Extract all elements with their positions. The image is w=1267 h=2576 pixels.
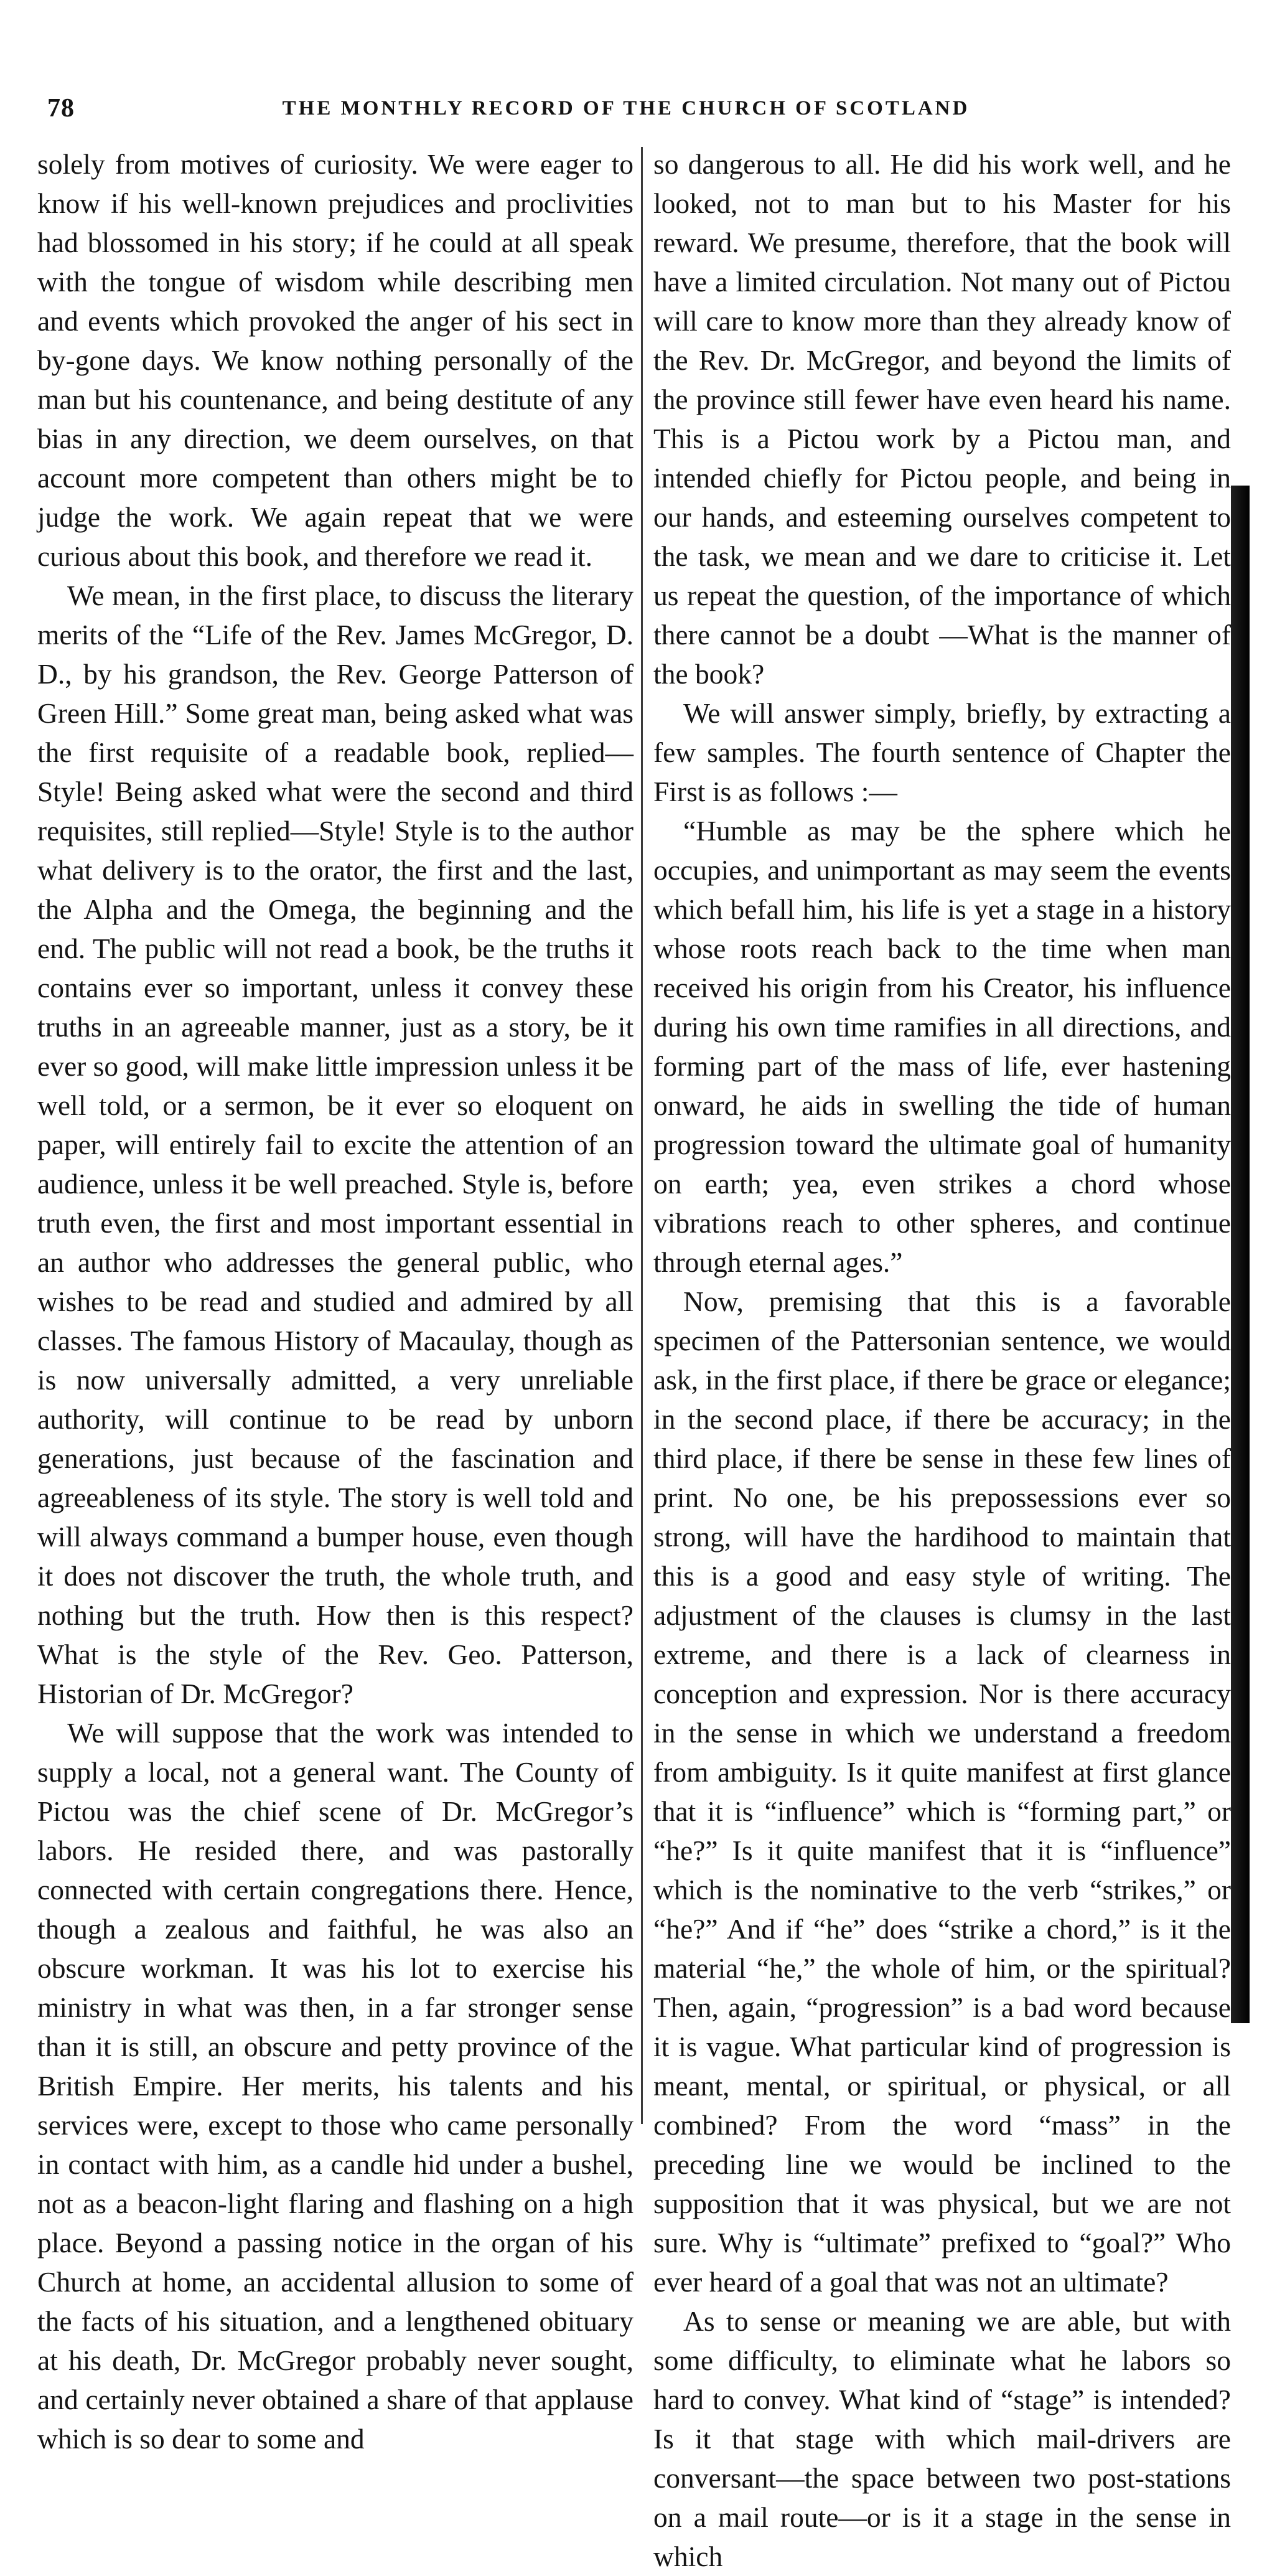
left-column bbox=[37, 144, 634, 2455]
column-divider bbox=[641, 147, 643, 2124]
page-number: 78 bbox=[47, 94, 75, 123]
right-paragraph-1: so dangerous to all. He did his work well, and he looked, not to man but to his Master for his reward. We presume, therefore, that the book will have a limited circulation. Not many out of Pictou will care to know more than they already know of the Rev. Dr. McGregor, and beyond the limits of the province still fewer have even heard his name. This is a Pictou work by a Pictou man, and intended chiefly for Pictou people, and being in our hands, and esteeming ourselves competent to the task, we mean and we dare to criticise it. Let us repeat the question, of the importance of which there cannot be a doubt —What is the manner of the book? bbox=[653, 148, 1231, 690]
left-paragraph-3: We will suppose that the work was intended to supply a local, not a general want. The County of Pictou was the chief scene of Dr. McGregor’s labors. He resided there, and was pastorally connected with certain congregations there. Hence, though a zealous and faithful, he was also an obscure workman. It was his lot to exercise his ministry in what was then, in a far stronger sense than it is still, an obscure and petty province of the British Empire. Her merits, his talents and his services were, except to those who came personally in contact with him, as a candle hid under a bushel, not as a beacon-light flaring and flashing on a high place. Beyond a passing notice in the organ of his Church at home, an accidental allusion to some of the facts of his situation, and a lengthened obituary at his death, Dr. McGregor probably never sought, and certainly never obtained a share of that applause which is so dear to some and bbox=[37, 1717, 634, 2455]
right-paragraph-4: Now, premising that this is a favorable specimen of the Pattersonian sentence, we would ask, in the first place, if there be grace or elegance; in the second place, if there be accuracy; in the third place, if there be sense in these few lines of print. No one, be his prepossessions ever so strong, will have the hardihood to maintain that this is a good and easy style of writing. The adjustment of the clauses is clumsy in the last extreme, and there is a lack of clearness in conception and expression. Nor is there accuracy in the sense in which we understand a freedom from ambiguity. Is it quite manifest at first glance that it is “influence” which is “forming part,” or “he?” Is it quite manifest that it is “influence” which is the nominative to the verb “strikes,” or “he?” And if “he” does “strike a chord,” is it the material “he,” the whole of him, or the spiritual? Then, again, “progression” is a bad word because it is vague. What particular kind of progression is meant, mental, or spiritual, or physical, or all combined? From the word “mass” in the preceding line we would be inclined to the supposition that it was physical, but we are not sure. Why is “ultimate” prefixed to “goal?” Who ever heard of a goal that was not an ultimate? bbox=[653, 1286, 1231, 2298]
right-paragraph-5: As to sense or meaning we are able, but with some difficulty, to eliminate what he labors so hard to convey. What kind of “stage” is intended? Is it that stage with which mail-drivers are conversant—the space between two post-stations on a mail route—or is it a stage in the sense in which bbox=[653, 2305, 1231, 2572]
left-paragraph-2: We mean, in the first place, to discuss the literary merits of the “Life of the Rev. James McGregor, D. D., by his grandson, the Rev. George Patterson of Green Hill.” Some great man, being asked what was the first requisite of a readable book, replied—Style! Being asked what were the second and third requisites, still replied—Style! Style is to the author what delivery is to the orator, the first and the last, the Alpha and the Omega, the beginning and the end. The public will not read a book, be the truths it contains ever so important, unless it convey these truths in an agreeable manner, just as a story, be it ever so good, will make little impression unless it be well told, or a sermon, be it ever so eloquent on paper, will entirely fail to excite the attention of an audience, unless it be well preached. Style is, before truth even, the first and most important essential in an author who addresses the general public, who wishes to be read and studied and admired by all classes. The famous History of Macaulay, though as is now universally admitted, a very unreliable authority, will continue to be read by unborn generations, just because of the fascination and agreeableness of its style. The story is well told and will always command a bumper house, even though it does not discover the truth, the whole truth, and nothing but the truth. How then is this respect? What is the style of the Rev. Geo. Patterson, Historian of Dr. McGregor? bbox=[37, 580, 634, 1709]
quoted-sentence: “Humble as may be the sphere which he occupies, and unimportant as may seem the events which befall him, his life is yet a stage in a history whose roots reach back to the time when man received his origin from his Creator, his influence during his own time ramifies in all directions, and forming part of the mass of life, ever hastening onward, he aids in swelling the tide of human progression toward the ultimate goal of humanity on earth; yea, even strikes a chord whose vibrations reach to other spheres, and continue through eternal ages.” bbox=[653, 815, 1231, 1278]
running-title: THE MONTHLY RECORD OF THE CHURCH OF SCOTLAND bbox=[282, 97, 970, 120]
binding-edge-shadow bbox=[1231, 486, 1250, 2023]
right-column bbox=[653, 144, 1231, 2572]
page-header bbox=[47, 93, 1205, 131]
right-paragraph-2: We will answer simply, briefly, by extracting a few samples. The fourth sentence of Chapter the First is as follows :— bbox=[653, 697, 1231, 807]
left-paragraph-1: solely from motives of curiosity. We were eager to know if his well-known prejudices and proclivities had blossomed in his story; if he could at all speak with the tongue of wisdom while describing men and events which provoked the anger of his sect in by-gone days. We know nothing personally of the man but his countenance, and being destitute of any bias in any direction, we deem ourselves, on that account more competent than others might be to judge the work. We again repeat that we were curious about this book, and therefore we read it. bbox=[37, 148, 634, 572]
